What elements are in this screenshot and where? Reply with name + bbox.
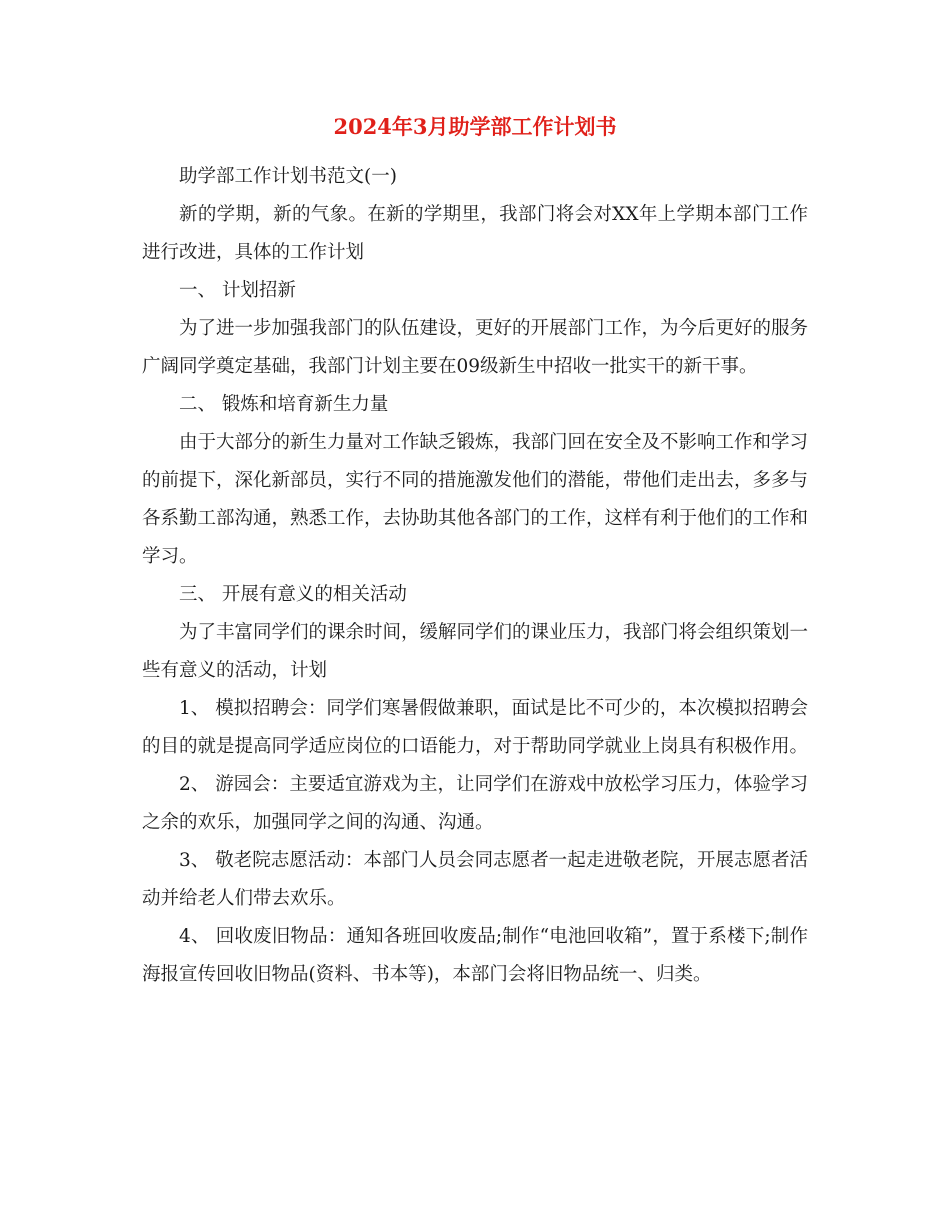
list-item-2: 2、 游园会：主要适宜游戏为主，让同学们在游戏中放松学习压力，体验学习之余的欢乐，加强同学之间的沟通、沟通。 xyxy=(142,774,808,833)
section-heading-3: 三、 开展有意义的相关活动 xyxy=(179,584,407,605)
section-heading-2: 二、 锻炼和培育新生力量 xyxy=(179,394,389,415)
paragraph-subtitle: 助学部工作计划书范文(一) xyxy=(179,166,397,187)
paragraph-section-3: 为了丰富同学们的课余时间，缓解同学们的课业压力，我部门将会组织策划一些有意义的活动，计划 xyxy=(142,622,809,681)
document-body xyxy=(142,158,808,994)
section-heading-1: 一、 计划招新 xyxy=(179,280,296,301)
paragraph-intro: 新的学期，新的气象。在新的学期里，我部门将会对XX年上学期本部门工作进行改进，具体的工作计划 xyxy=(142,204,808,263)
list-item-4: 4、 回收废旧物品：通知各班回收废品;制作“电池回收箱”，置于系楼下;制作海报宣传回收旧物品(资料、书本等)，本部门会将旧物品统一、归类。 xyxy=(142,926,808,985)
list-item-3: 3、 敬老院志愿活动：本部门人员会同志愿者一起走进敬老院，开展志愿者活动并给老人们带去欢乐。 xyxy=(142,850,808,909)
document-title: 2024年3月助学部工作计划书 xyxy=(333,114,617,139)
paragraph-section-2: 由于大部分的新生力量对工作缺乏锻炼，我部门回在安全及不影响工作和学习的前提下，深化新部员，实行不同的措施激发他们的潜能，带他们走出去，多多与各系勤工部沟通，熟悉工作，去协助其他各部门的工作，这样有利于他们的工作和学习。 xyxy=(142,432,809,567)
list-item-1: 1、 模拟招聘会：同学们寒暑假做兼职，面试是比不可少的，本次模拟招聘会的目的就是提高同学适应岗位的口语能力，对于帮助同学就业上岗具有积极作用。 xyxy=(142,698,809,757)
paragraph-section-1: 为了进一步加强我部门的队伍建设，更好的开展部门工作，为今后更好的服务广阔同学奠定基础，我部门计划主要在09级新生中招收一批实干的新干事。 xyxy=(142,318,809,377)
